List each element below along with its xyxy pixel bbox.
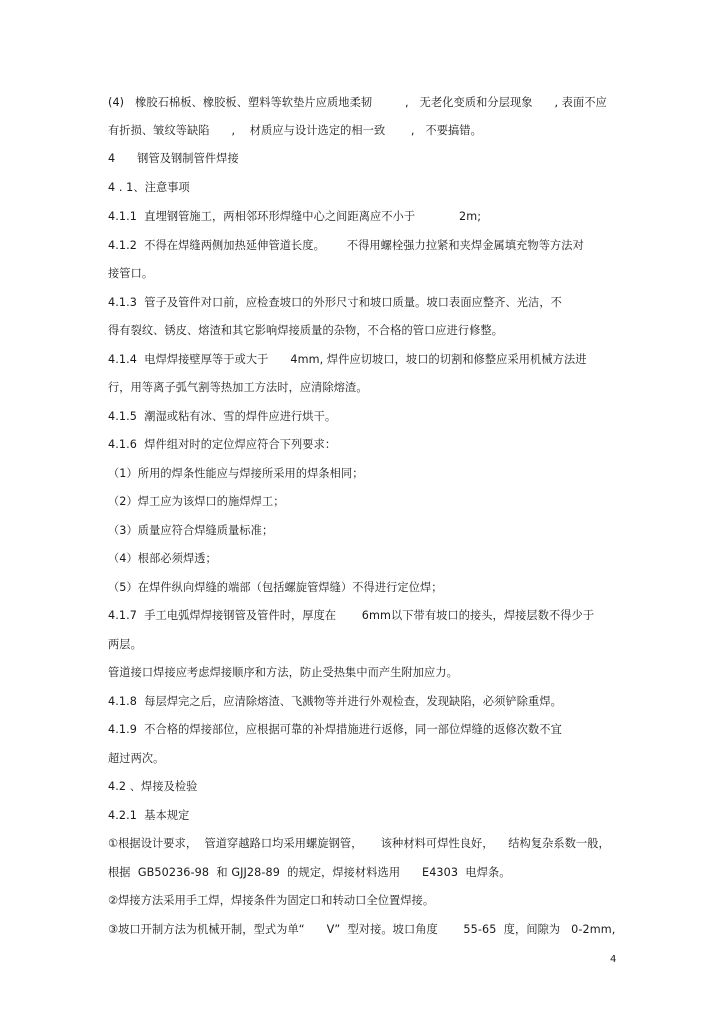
text-line: (4) 橡胶石棉板、橡胶板、塑料等软垫片应质地柔韧 , 无老化变质和分层现象 , 表面不应 xyxy=(108,96,607,109)
list-item: （4）根部必须焊透； xyxy=(108,552,217,565)
section-heading: 4 钢管及钢制管件焊接 xyxy=(108,152,239,165)
page-number: 4 xyxy=(610,954,617,965)
text-line: 行，用等离子弧气割等热加工方法时，应清除熔渣。 xyxy=(108,381,368,394)
text-line: 4.1.9 不合格的焊接部位，应根据可靠的补焊措施进行返修，同一部位焊缝的返修次数不宜 xyxy=(108,723,562,736)
text-line: 根据 GB50236-98 和 GJJ28-89 的规定，焊接材料选用 E4303 电焊条。 xyxy=(108,866,511,879)
text-line: 两层。 xyxy=(108,638,142,651)
list-item: （2）焊工应为该焊口的施焊焊工； xyxy=(108,495,285,508)
text-line: ③坡口开制方法为机械开制，型式为单“ V” 型对接。坡口角度 55-65 度，间隙为 0-2mm, xyxy=(108,923,616,936)
text-line: 超过两次。 xyxy=(108,752,165,765)
list-item: （5）在焊件纵向焊缝的端部（包括螺旋管焊缝）不得进行定位焊； xyxy=(108,581,443,594)
text-line: 4.1.1 直埋钢管施工，两相邻环形焊缝中心之间距离应不小于 2m; xyxy=(108,210,482,223)
text-line: 4.1.5 潮湿或粘有冰、雪的焊件应进行烘干。 xyxy=(108,410,337,423)
list-item: （3）质量应符合焊缝质量标准； xyxy=(108,524,274,537)
text-line: 4.1.8 每层焊完之后，应清除熔渣、飞溅物等并进行外观检查，发现缺陷，必须铲除重焊。 xyxy=(108,695,562,708)
text-line: 得有裂纹、锈皮、熔渣和其它影响焊接质量的杂物，不合格的管口应进行修整。 xyxy=(108,324,504,337)
subsection-heading: 4.2 、焊接及检验 xyxy=(108,780,198,793)
list-item: （1）所用的焊条性能应与焊接所采用的焊条相同； xyxy=(108,467,364,480)
text-line: 4.1.4 电焊焊接壁厚等于或大于 4mm, 焊件应切坡口，坡口的切割和修整应采用机械方法进 xyxy=(108,353,587,366)
text-line: ①根据设计要求， 管道穿越路口均采用螺旋钢管， 该种材料可焊性良好， 结构复杂系数一般， xyxy=(108,837,610,850)
subsection-heading: 4 . 1、注意事项 xyxy=(108,181,190,194)
text-line: 4.1.2 不得在焊缝两侧加热延伸管道长度。 不得用螺栓强力拉紧和夹焊金属填充物等方法对 xyxy=(108,239,584,252)
text-line: 4.1.3 管子及管件对口前，应检查坡口的外形尺寸和坡口质量。坡口表面应整齐、光洁，不 xyxy=(108,296,562,309)
text-line: 管道接口焊接应考虑焊接顺序和方法，防止受热集中而产生附加应力。 xyxy=(108,666,458,679)
text-line: 4.1.7 手工电弧焊焊接钢管及管件时，厚度在 6mm以下带有坡口的接头，焊接层数不得少于 xyxy=(108,609,595,622)
text-line: 接管口。 xyxy=(108,267,154,280)
text-line: ②焊接方法采用手工焊，焊接条件为固定口和转动口全位置焊接。 xyxy=(108,894,435,907)
text-line: 有折损、皱纹等缺陷 , 材质应与设计选定的相一致 , 不要搞错。 xyxy=(108,124,482,137)
text-line: 4.1.6 焊件组对时的定位焊应符合下列要求： xyxy=(108,438,337,451)
text-line: 4.2.1 基本规定 xyxy=(108,809,190,822)
